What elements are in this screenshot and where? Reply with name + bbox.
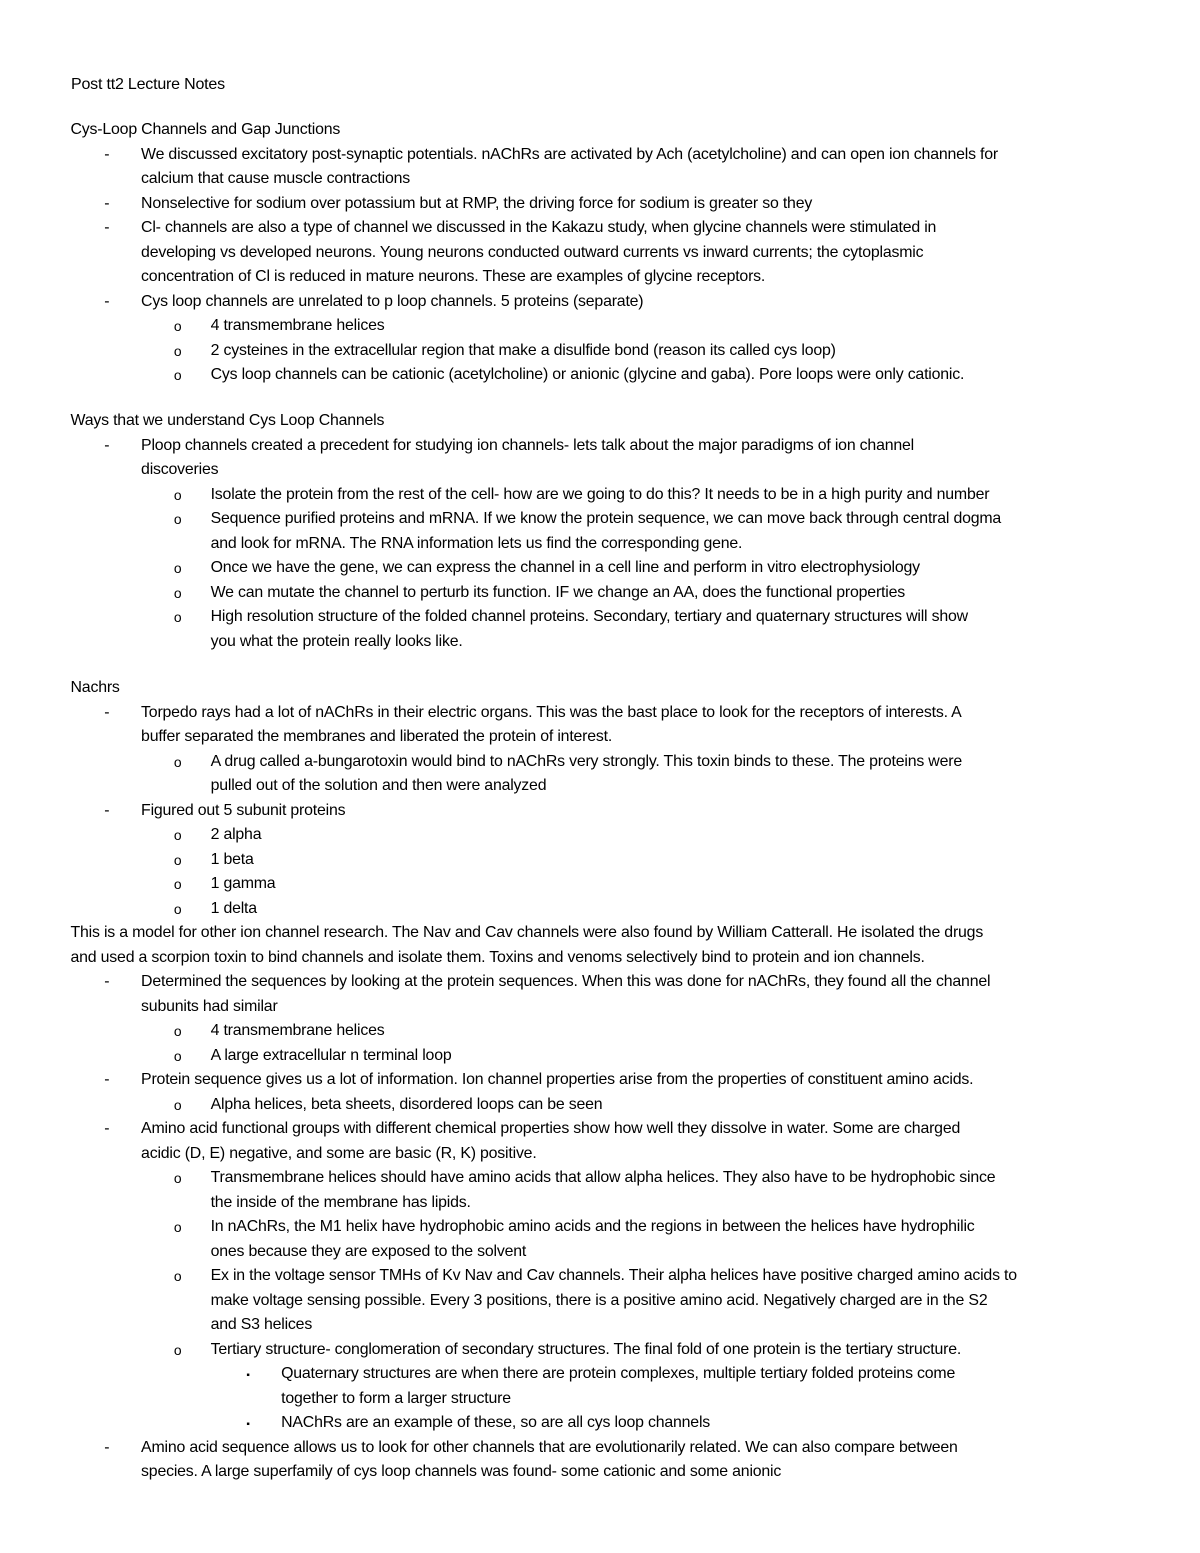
- sub-list-item: o 4 transmembrane helices: [0, 1019, 1192, 1044]
- circle-marker: o: [173, 876, 182, 892]
- dash-marker: -: [104, 1438, 110, 1456]
- list-item: - Amino acid functional groups with different chemical properties show how well they dissolve in water. Some are charged: [0, 1117, 1192, 1142]
- list-item-continuation: developing vs developed neurons. Young neurons conducted outward currents vs inward currents; the cytoplasmic: [141, 243, 924, 261]
- section-heading: Cys-Loop Channels and Gap Junctions: [70, 121, 341, 138]
- section-heading: Nachrs: [70, 679, 120, 696]
- dash-marker: -: [104, 801, 110, 819]
- circle-marker: o: [173, 584, 182, 601]
- sub-list-item: o A large extracellular n terminal loop: [0, 1044, 1192, 1069]
- circle-marker: o: [173, 900, 182, 917]
- dash-marker: -: [104, 219, 110, 236]
- sub-list-item: o Ex in the voltage sensor TMHs of Kv Nav and Cav channels. Their alpha helices have positive charged amino acids to: [0, 1264, 1192, 1289]
- circle-marker: o: [173, 1268, 182, 1284]
- dash-marker: -: [104, 194, 110, 212]
- list-item-continuation: discoveries: [141, 461, 219, 478]
- dash-marker: -: [104, 145, 110, 163]
- circle-marker: o: [173, 1096, 182, 1113]
- sub-list-item: o 2 cysteines in the extracellular region that make a disulfide bond (reason its called cys loop): [0, 339, 1192, 364]
- circle-marker: o: [173, 1341, 182, 1358]
- sub-list-item: o Cys loop channels can be cationic (acetylcholine) or anionic (glycine and gaba). Pore loops were only cationic.: [0, 363, 1192, 388]
- sub-list-item-continuation: ones because they are exposed to the solvent: [210, 1242, 527, 1260]
- sub-list-item: o 1 beta: [0, 848, 1192, 873]
- circle-marker: o: [173, 851, 182, 868]
- list-item-continuation: concentration of Cl is reduced in mature neurons. These are examples of glycine receptors.: [141, 268, 766, 285]
- sub-list-item: o Transmembrane helices should have amino acids that allow alpha helices. They also have to be hydrophobic since: [0, 1166, 1192, 1191]
- list-item: - Cl- channels are also a type of channel we discussed in the Kakazu study, when glycine channels were stimulated in: [0, 216, 1192, 241]
- circle-marker: o: [173, 486, 182, 503]
- circle-marker: o: [173, 753, 182, 770]
- list-item: - Figured out 5 subunit proteins: [0, 799, 1192, 824]
- list-item: - Protein sequence gives us a lot of information. Ion channel properties arise from the properties of constituent amino acids.: [0, 1068, 1192, 1093]
- section-ways-understand: [0, 409, 1200, 654]
- square-marker: ▪: [246, 1370, 250, 1381]
- list-item: - Ploop channels created a precedent for studying ion channels- lets talk about the major paradigms of ion channel: [0, 434, 1192, 459]
- sub-list-item: o Sequence purified proteins and mRNA. If we know the protein sequence, we can move back through central dogma: [0, 507, 1192, 532]
- sub-list-item: o Tertiary structure- conglomeration of secondary structures. The final fold of one protein is the tertiary structure.: [0, 1338, 1192, 1363]
- circle-marker: o: [173, 511, 182, 527]
- circle-marker: o: [173, 1023, 182, 1039]
- sub-list-item-continuation: and S3 helices: [210, 1316, 313, 1333]
- section-cys-loop: [0, 118, 1200, 388]
- document-title: Post tt2 Lecture Notes: [71, 76, 225, 93]
- sub-list-item: o Once we have the gene, we can express the channel in a cell line and perform in vitro electrophysiology: [0, 556, 1192, 581]
- sub-sub-list-item-continuation: together to form a larger structure: [281, 1389, 511, 1407]
- circle-marker: o: [173, 342, 182, 359]
- circle-marker: o: [173, 1047, 182, 1064]
- list-item-continuation: subunits had similar: [141, 997, 278, 1015]
- sub-list-item: o Isolate the protein from the rest of the cell- how are we going to do this? It needs to be in a high purity and number: [0, 483, 1192, 508]
- sub-sub-list-item: ▪ NAChRs are an example of these, so are all cys loop channels: [0, 1411, 1192, 1436]
- dash-marker: -: [104, 436, 110, 454]
- paragraph-line: This is a model for other ion channel research. The Nav and Cav channels were also found by William Catterall. He isolated the drugs: [70, 924, 984, 941]
- circle-marker: o: [173, 367, 182, 383]
- sub-list-item-continuation: make voltage sensing possible. Every 3 positions, there is a positive amino acid. Negatively charged are in the S2: [210, 1291, 988, 1309]
- dash-marker: -: [104, 1120, 110, 1137]
- sub-list-item-continuation: the inside of the membrane has lipids.: [210, 1193, 471, 1211]
- list-item-continuation: acidic (D, E) negative, and some are basic (R, K) positive.: [141, 1144, 537, 1162]
- sub-list-item-continuation: you what the protein really looks like.: [210, 632, 463, 650]
- square-marker: ▪: [246, 1419, 250, 1430]
- sub-list-item: o We can mutate the channel to perturb its function. IF we change an AA, does the functional properties: [0, 581, 1192, 606]
- list-item: - Torpedo rays had a lot of nAChRs in their electric organs. This was the bast place to look for the receptors of interests. A: [0, 701, 1192, 726]
- sub-list-item: o 1 gamma: [0, 872, 1192, 897]
- sub-list-item: o 4 transmembrane helices: [0, 314, 1192, 339]
- sub-list-item-continuation: pulled out of the solution and then were analyzed: [210, 777, 547, 794]
- circle-marker: o: [173, 318, 182, 334]
- sub-list-item: o 1 delta: [0, 897, 1192, 922]
- circle-marker: o: [173, 1219, 182, 1235]
- list-item: - Nonselective for sodium over potassium but at RMP, the driving force for sodium is greater so they: [0, 192, 1192, 217]
- sub-list-item-continuation: and look for mRNA. The RNA information lets us find the corresponding gene.: [210, 534, 743, 552]
- list-item-continuation: species. A large superfamily of cys loop channels was found- some cationic and some anionic: [141, 1463, 782, 1480]
- paragraph-line: and used a scorpion toxin to bind channels and isolate them. Toxins and venoms selectively bind to protein and ion channels.: [70, 948, 925, 966]
- sub-list-item: o Alpha helices, beta sheets, disordered loops can be seen: [0, 1093, 1192, 1118]
- list-item-continuation: buffer separated the membranes and liberated the protein of interest.: [141, 728, 613, 745]
- list-item: - Determined the sequences by looking at the protein sequences. When this was done for nAChRs, they found all the channel: [0, 970, 1192, 995]
- sub-sub-list-item: ▪ Quaternary structures are when there are protein complexes, multiple tertiary folded proteins come: [0, 1362, 1192, 1387]
- list-item: - We discussed excitatory post-synaptic potentials. nAChRs are activated by Ach (acetylcholine) and can open ion channels for: [0, 143, 1192, 168]
- sub-list-item: o In nAChRs, the M1 helix have hydrophobic amino acids and the regions in between the helices have hydrophilic: [0, 1215, 1192, 1240]
- circle-marker: o: [173, 609, 182, 625]
- dash-marker: -: [104, 292, 110, 310]
- sub-list-item: o High resolution structure of the folded channel proteins. Secondary, tertiary and quaternary structures will show: [0, 605, 1192, 630]
- sub-list-item: o 2 alpha: [0, 823, 1192, 848]
- dash-marker: -: [104, 1071, 110, 1088]
- circle-marker: o: [173, 1170, 182, 1186]
- circle-marker: o: [173, 560, 182, 576]
- section-heading: Ways that we understand Cys Loop Channels: [70, 412, 385, 429]
- list-item-continuation: calcium that cause muscle contractions: [141, 170, 410, 187]
- circle-marker: o: [173, 827, 182, 843]
- dash-marker: -: [104, 973, 110, 990]
- list-item: - Amino acid sequence allows us to look for other channels that are evolutionarily related. We can also compare between: [0, 1436, 1192, 1461]
- section-nachrs: [0, 676, 1200, 1485]
- list-item: - Cys loop channels are unrelated to p loop channels. 5 proteins (separate): [0, 290, 1192, 315]
- dash-marker: -: [104, 703, 110, 721]
- sub-list-item: o A drug called a-bungarotoxin would bind to nAChRs very strongly. This toxin binds to these. The proteins were: [0, 750, 1192, 775]
